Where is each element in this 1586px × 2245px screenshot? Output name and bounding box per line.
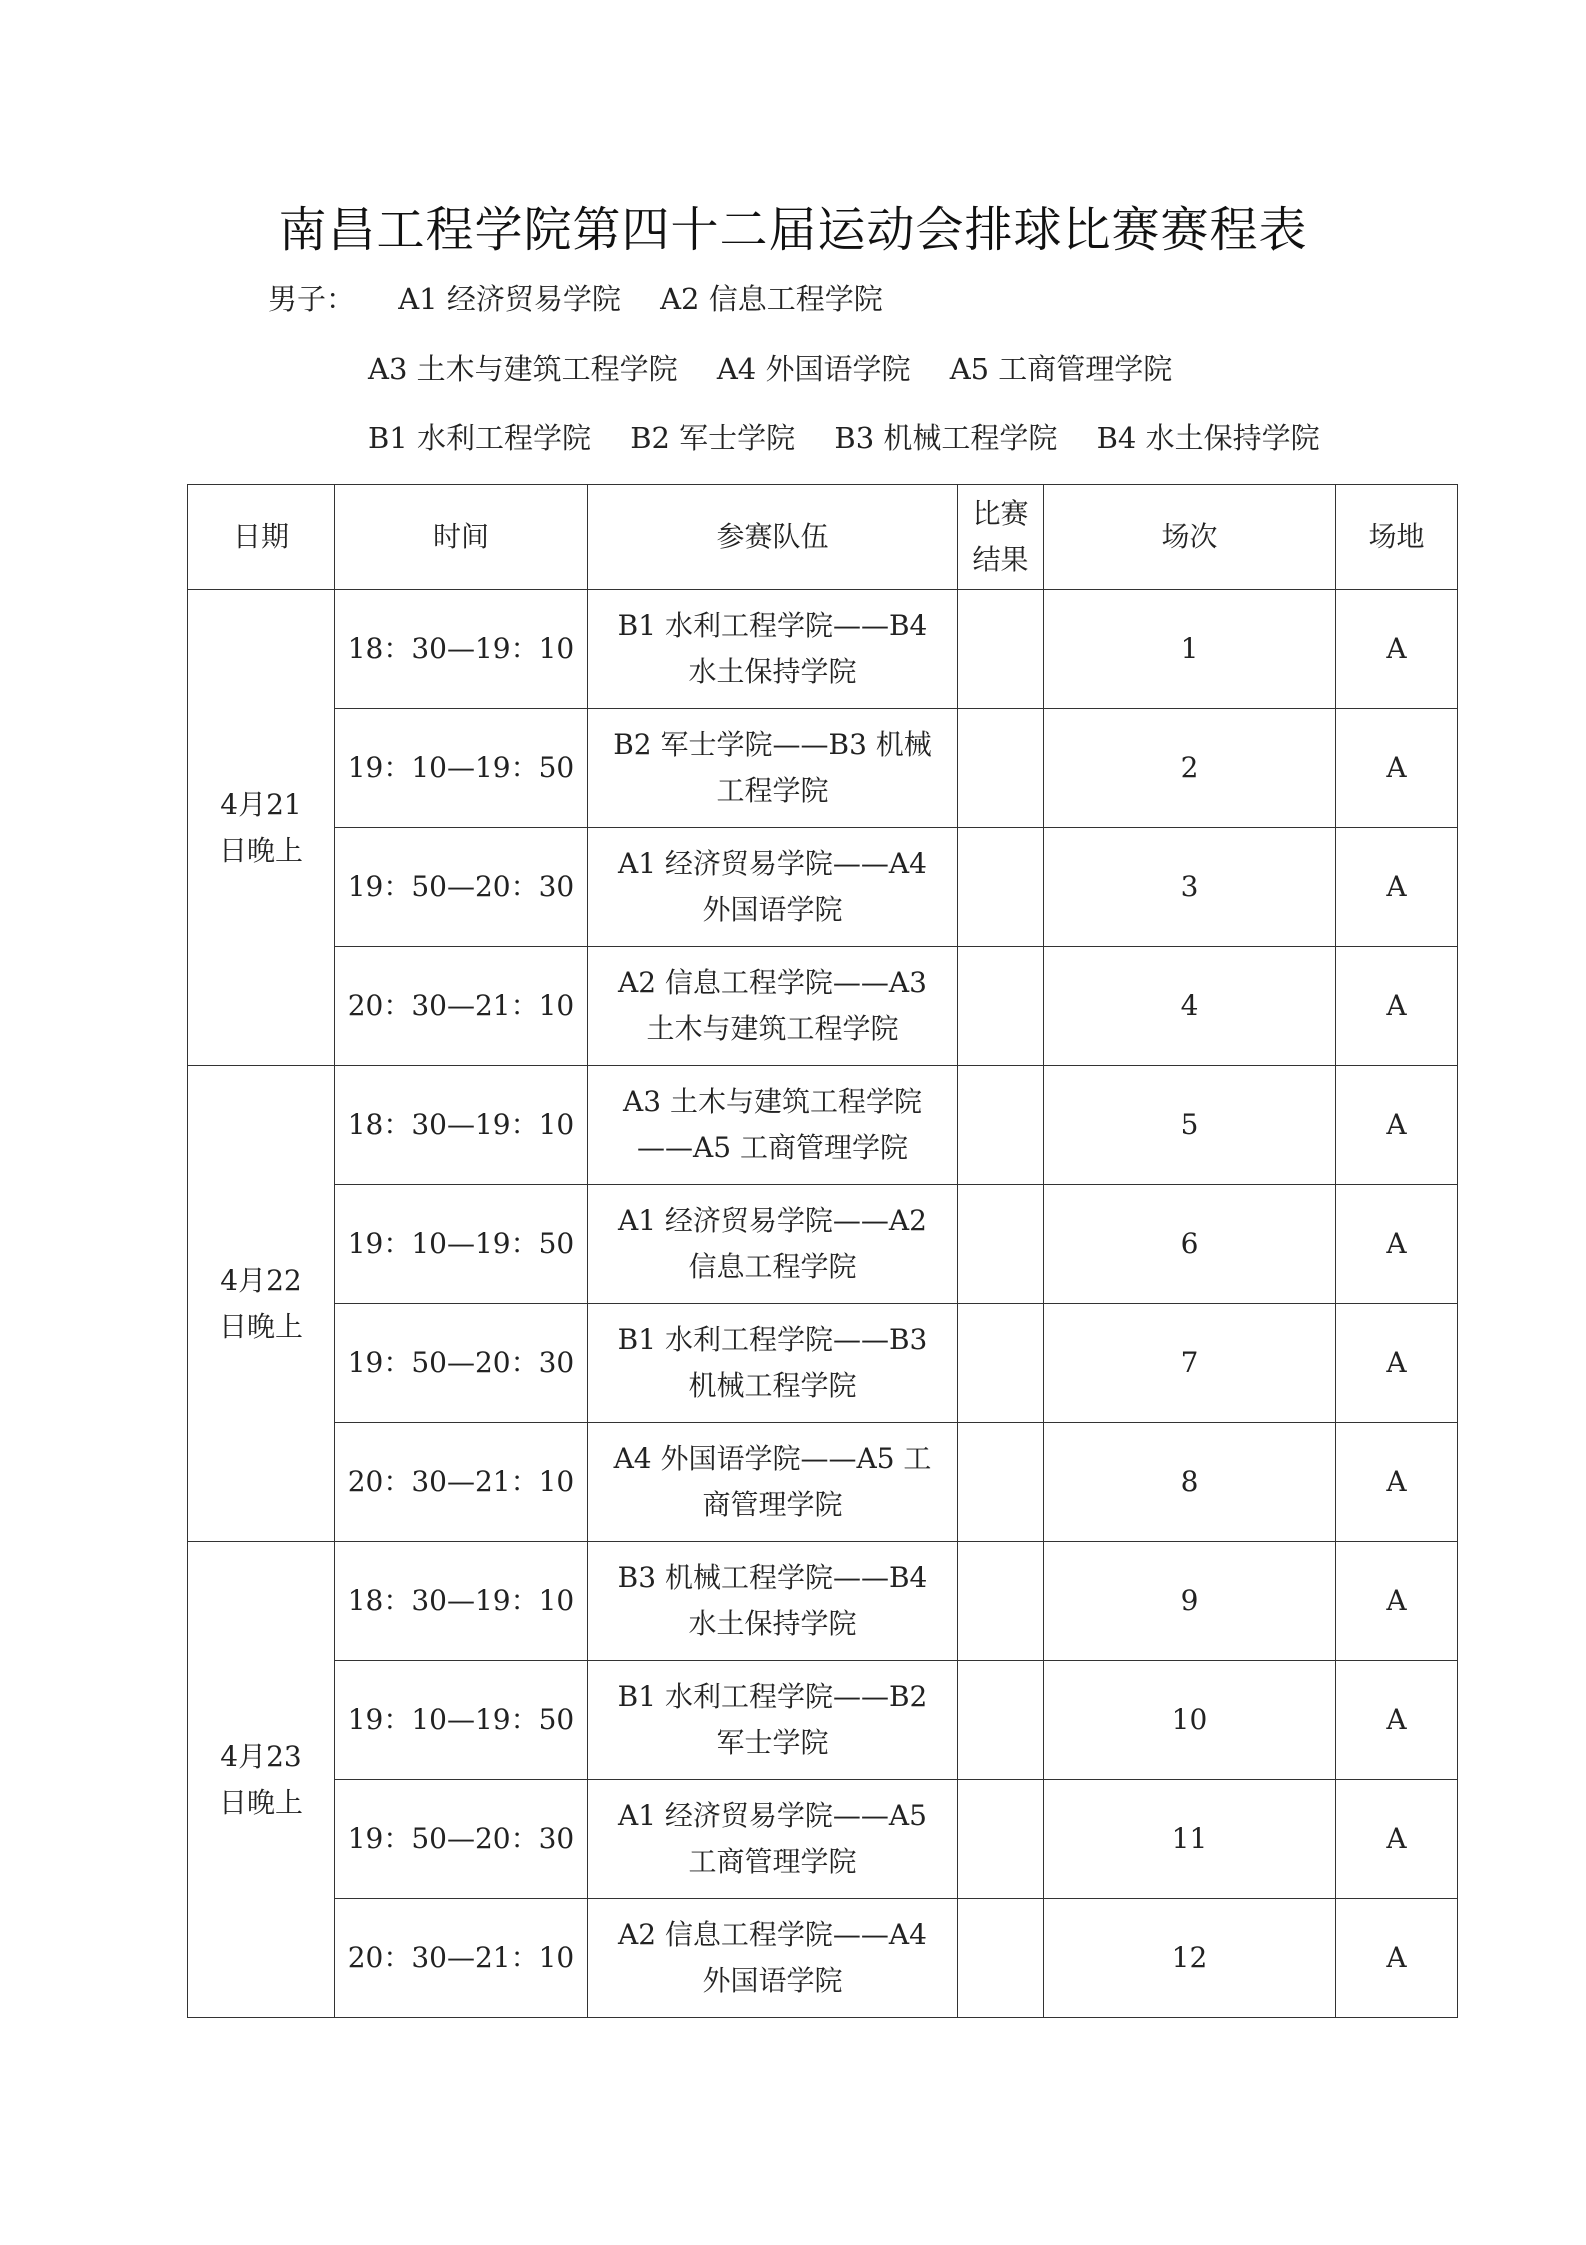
time-cell: 20：30—21：10 [335,1899,588,2018]
venue-cell: A [1336,590,1458,709]
result-cell [958,1661,1044,1780]
table-row [188,1066,1458,1185]
teams-label: B1 水利工程学院——B4 水土保持学院 [617,609,928,688]
teams-line-3 [368,418,1350,458]
teams-cell [588,947,958,1066]
table-row [188,590,1458,709]
header-time: 时间 [335,485,588,590]
header-match-no: 场次 [1044,485,1336,590]
page-title: 南昌工程学院第四十二届运动会排球比赛赛程表 [278,202,1308,258]
teams-line-1 [268,279,913,319]
table-row [188,1185,1458,1304]
time-cell: 20：30—21：10 [335,947,588,1066]
match-no-cell: 2 [1044,709,1336,828]
result-cell [958,1066,1044,1185]
table-row [188,709,1458,828]
venue-cell: A [1336,1066,1458,1185]
header-result [958,485,1044,590]
table-row [188,1661,1458,1780]
match-no-cell: 7 [1044,1304,1336,1423]
header-date: 日期 [188,485,335,590]
header-teams: 参赛队伍 [588,485,958,590]
table-row [188,947,1458,1066]
date-cell [188,1542,335,2018]
table-row [188,1304,1458,1423]
table-row [188,1423,1458,1542]
table-row [188,828,1458,947]
venue-cell: A [1336,828,1458,947]
match-no-cell: 9 [1044,1542,1336,1661]
match-no-cell: 10 [1044,1661,1336,1780]
header-row [188,485,1458,590]
date-label: 4月23日晚上 [218,1739,303,1819]
match-no-cell: 6 [1044,1185,1336,1304]
time-cell: 18：30—19：10 [335,1066,588,1185]
team-b3: B3 机械工程学院 [834,421,1058,455]
team-b1: B1 水利工程学院 [368,421,591,455]
date-cell [188,590,335,1066]
teams-cell [588,1185,958,1304]
match-no-cell: 12 [1044,1899,1336,2018]
teams-cell [588,1899,958,2018]
teams-label: A2 信息工程学院——A4 外国语学院 [618,1918,927,1997]
teams-cell [588,1304,958,1423]
team-a5: A5 工商管理学院 [949,352,1173,386]
teams-label: A1 经济贸易学院——A4 外国语学院 [618,847,927,926]
teams-label: A3 土木与建筑工程学院——A5 工商管理学院 [623,1085,922,1164]
result-cell [958,590,1044,709]
time-cell: 19：50—20：30 [335,828,588,947]
teams-cell [588,709,958,828]
result-cell [958,1542,1044,1661]
team-b2: B2 军士学院 [630,421,796,455]
header-venue: 场地 [1336,485,1458,590]
date-label: 4月22日晚上 [218,1263,303,1343]
team-a3: A3 土木与建筑工程学院 [368,352,678,386]
time-cell: 18：30—19：10 [335,1542,588,1661]
teams-cell [588,1661,958,1780]
venue-cell: A [1336,947,1458,1066]
time-cell: 18：30—19：10 [335,590,588,709]
venue-cell: A [1336,1542,1458,1661]
teams-cell [588,1066,958,1185]
teams-cell [588,590,958,709]
time-cell: 19：10—19：50 [335,709,588,828]
time-cell: 20：30—21：10 [335,1423,588,1542]
teams-label: B1 水利工程学院——B3 机械工程学院 [617,1323,928,1402]
teams-label: A1 经济贸易学院——A5 工商管理学院 [618,1799,927,1878]
result-cell [958,947,1044,1066]
teams-label: B3 机械工程学院——B4 水土保持学院 [617,1561,928,1640]
men-label: 男子： [268,282,356,316]
teams-label: B2 军士学院——B3 机械工程学院 [613,728,932,807]
result-cell [958,1423,1044,1542]
result-cell [958,1185,1044,1304]
result-cell [958,1899,1044,2018]
venue-cell: A [1336,1661,1458,1780]
teams-cell [588,828,958,947]
teams-cell [588,1542,958,1661]
match-no-cell: 11 [1044,1780,1336,1899]
time-cell: 19：10—19：50 [335,1661,588,1780]
match-no-cell: 3 [1044,828,1336,947]
header-result-label: 比赛结果 [972,497,1029,576]
teams-cell [588,1780,958,1899]
result-cell [958,1780,1044,1899]
table-row [188,1780,1458,1899]
table-row [188,1542,1458,1661]
match-no-cell: 1 [1044,590,1336,709]
teams-cell [588,1423,958,1542]
table-row [188,1899,1458,2018]
venue-cell: A [1336,1304,1458,1423]
match-no-cell: 5 [1044,1066,1336,1185]
teams-label: B1 水利工程学院——B2 军士学院 [617,1680,928,1759]
time-cell: 19：50—20：30 [335,1780,588,1899]
result-cell [958,828,1044,947]
venue-cell: A [1336,1185,1458,1304]
date-label: 4月21日晚上 [218,787,303,867]
time-cell: 19：10—19：50 [335,1185,588,1304]
venue-cell: A [1336,1780,1458,1899]
result-cell [958,709,1044,828]
team-a1: A1 经济贸易学院 [398,282,621,316]
team-a4: A4 外国语学院 [716,352,911,386]
team-b4: B4 水土保持学院 [1096,421,1320,455]
venue-cell: A [1336,1423,1458,1542]
teams-label: A4 外国语学院——A5 工商管理学院 [613,1442,932,1521]
teams-label: A1 经济贸易学院——A2 信息工程学院 [618,1204,927,1283]
time-cell: 19：50—20：30 [335,1304,588,1423]
teams-line-2 [368,349,1202,389]
date-cell [188,1066,335,1542]
match-no-cell: 8 [1044,1423,1336,1542]
teams-label: A2 信息工程学院——A3 土木与建筑工程学院 [618,966,927,1045]
venue-cell: A [1336,709,1458,828]
team-a2: A2 信息工程学院 [660,282,883,316]
result-cell [958,1304,1044,1423]
venue-cell: A [1336,1899,1458,2018]
schedule-table [187,484,1458,2018]
match-no-cell: 4 [1044,947,1336,1066]
